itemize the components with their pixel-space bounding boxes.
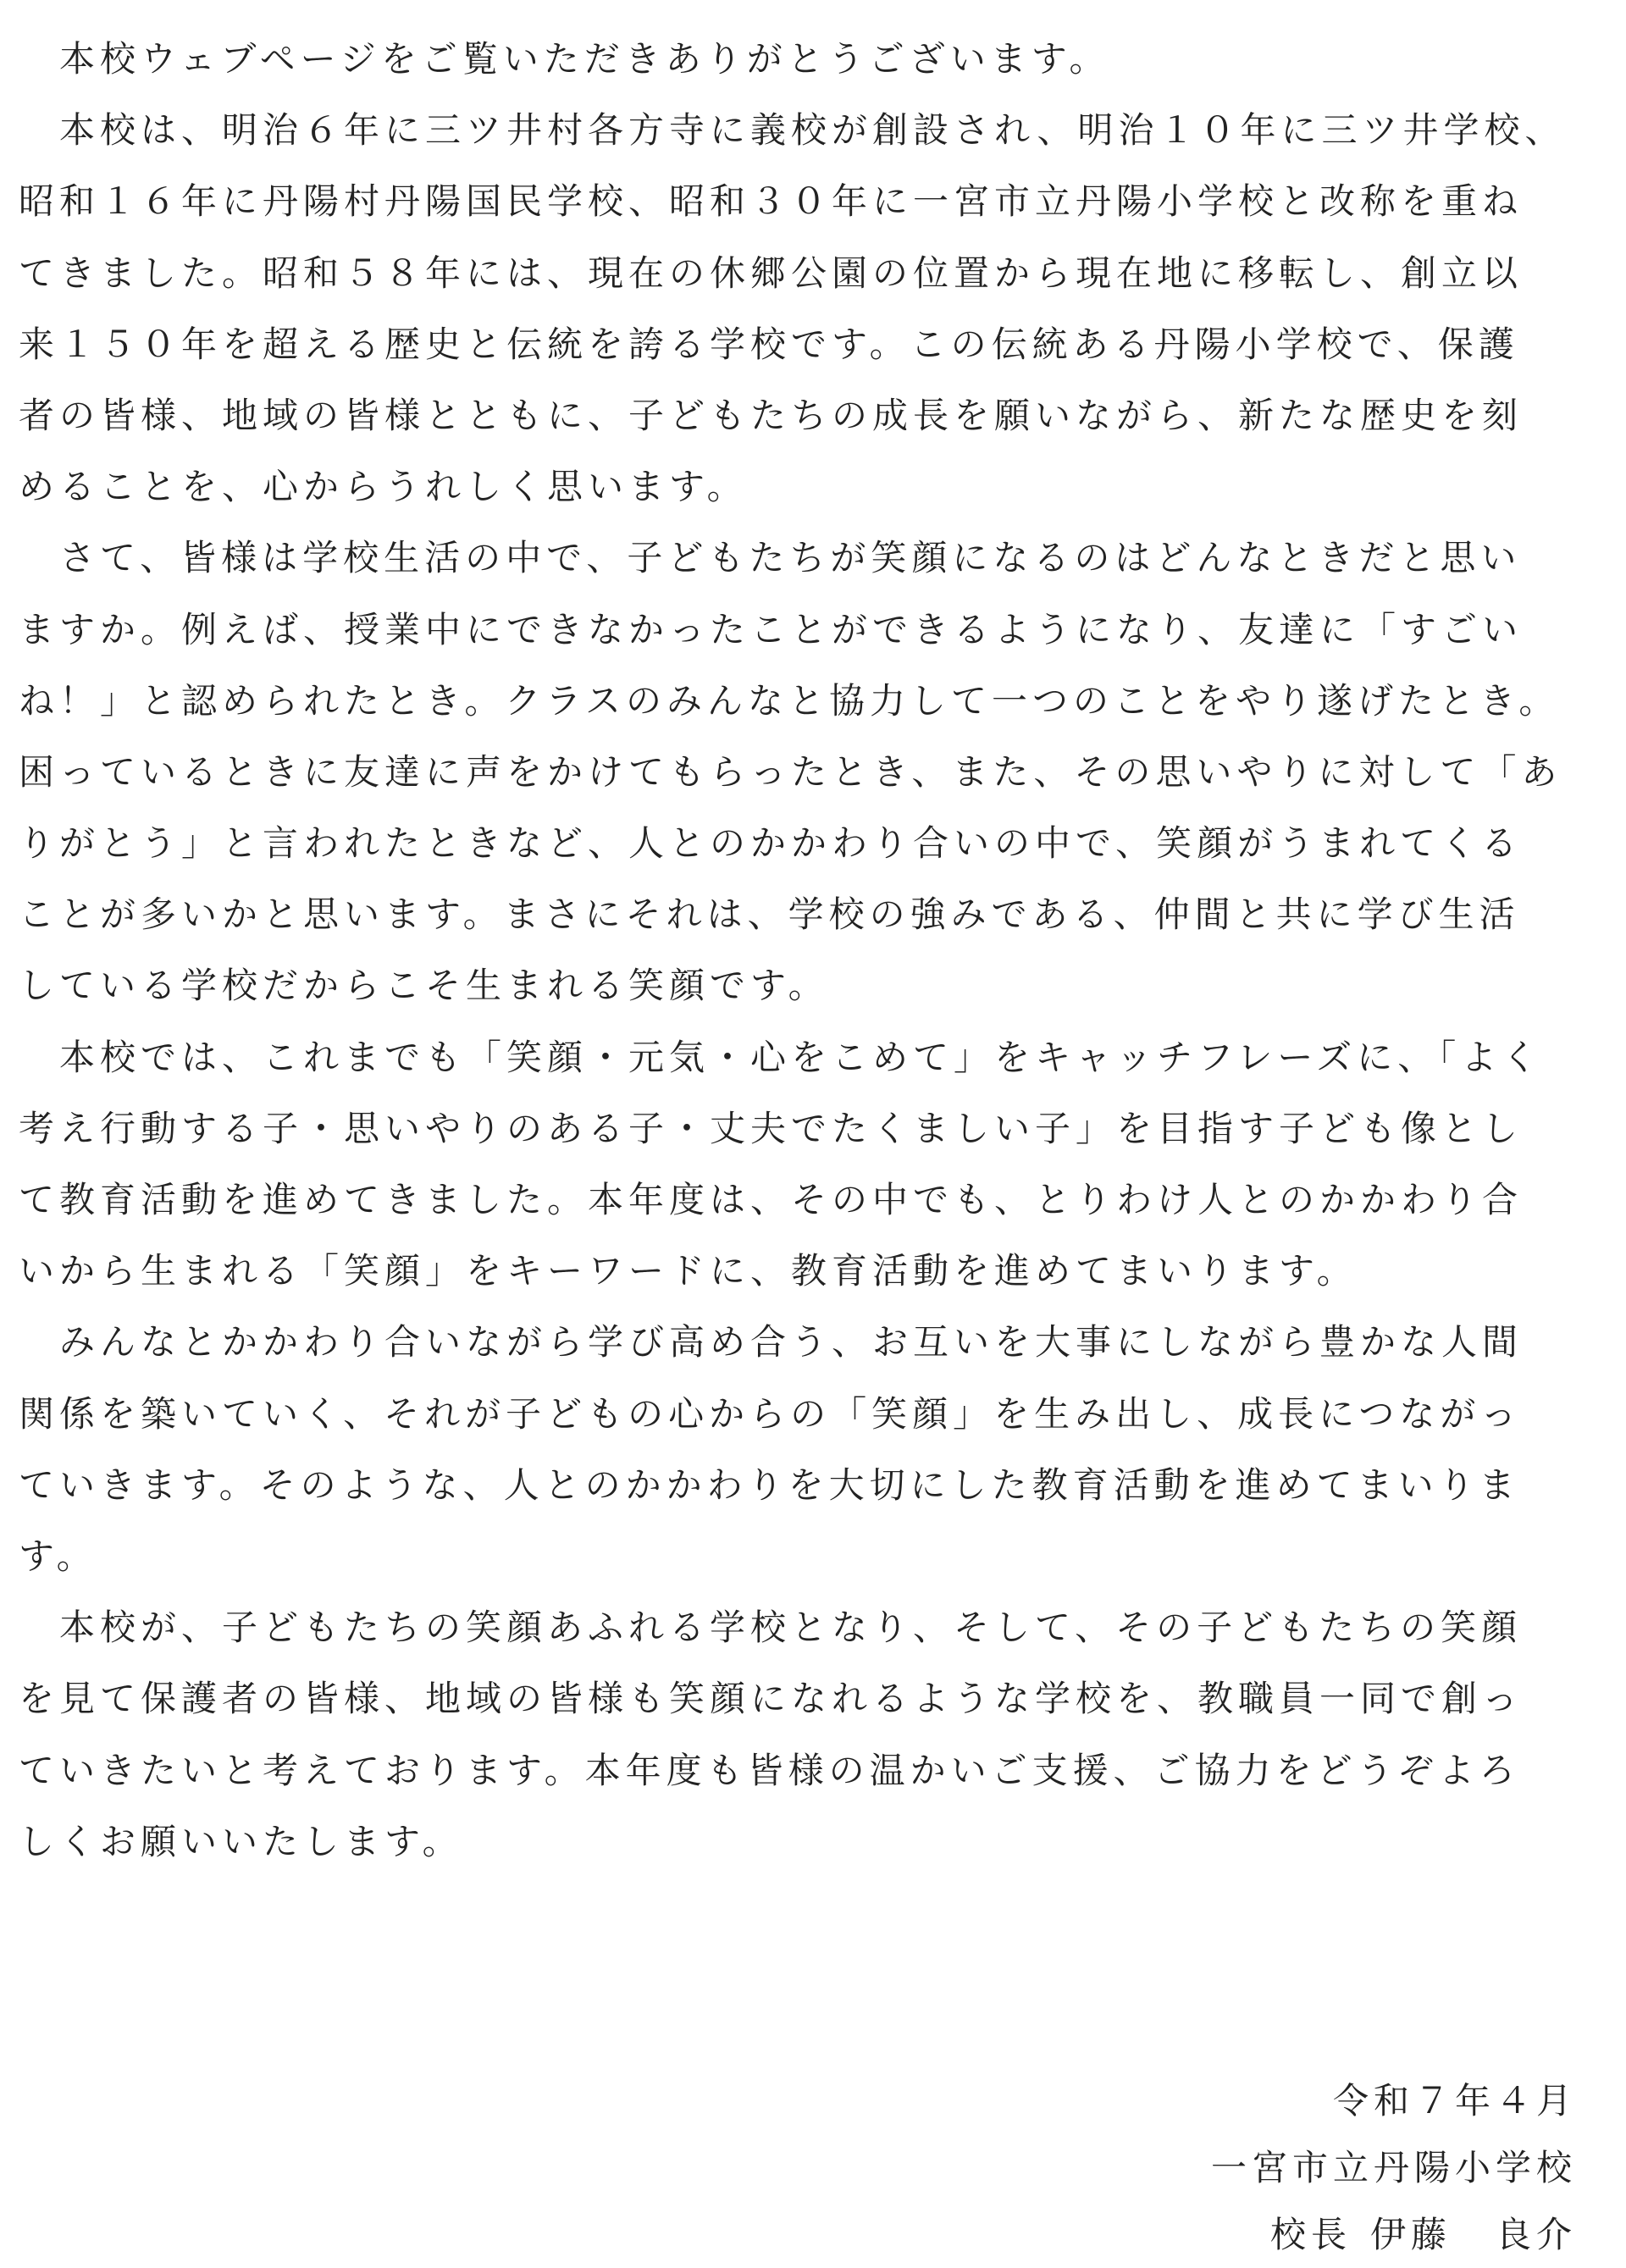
letter-line: ますか。例えば、授業中にできなかったことができるようになり、友達に「すごい: [19, 608, 1524, 650]
letter-line: て教育活動を進めてきました。本年度は、その中でも、とりわけ人とのかかわり合: [19, 1179, 1524, 1220]
letter-line: 本校では、これまでも「笑顔・元気・心をこめて」をキャッチフレーズに、「よく: [19, 1036, 1543, 1078]
closing-date: 令和７年４月: [1332, 2080, 1577, 2121]
letter-line: ていきたいと考えております。本年度も皆様の温かいご支援、ご協力をどうぞよろ: [19, 1749, 1520, 1791]
letter-line: を見て保護者の皆様、地域の皆様も笑顔になれるような学校を、教職員一同で創っ: [19, 1678, 1524, 1720]
letter-line: 関係を築いていく、それが子どもの心からの「笑顔」を生み出し、成長につながっ: [19, 1392, 1522, 1435]
letter-line: ね！」と認められたとき。クラスのみんなと協力して一つのことをやり遂げたとき。: [19, 679, 1560, 722]
letter-line: す。: [19, 1535, 97, 1577]
letter-line: 者の皆様、地域の皆様とともに、子どもたちの成長を願いながら、新たな歴史を刻: [19, 394, 1524, 436]
letter-line: ていきます。そのような、人とのかかわりを大切にした教育活動を進めてまいりま: [19, 1463, 1520, 1506]
letter-line: てきました。昭和５８年には、現在の休郷公園の位置から現在地に移転し、創立以: [19, 252, 1524, 294]
letter-line: 本校ウェブページをご覧いただきありがとうございます。: [19, 38, 1110, 80]
letter-line: 昭和１６年に丹陽村丹陽国民学校、昭和３０年に一宮市立丹陽小学校と改称を重ね: [19, 180, 1524, 223]
letter-closing: [1211, 2067, 1577, 2268]
letter-line: 来１５０年を超える歴史と伝統を誇る学校です。この伝統ある丹陽小学校で、保護: [19, 323, 1519, 365]
letter-line: ことが多いかと思います。まさにそれは、学校の強みである、仲間と共に学び生活: [19, 893, 1520, 936]
letter-line: 考え行動する子・思いやりのある子・丈夫でたくましい子」を目指す子ども像とし: [19, 1107, 1524, 1149]
letter-line: 本校は、明治６年に三ツ井村各方寺に義校が創設され、明治１０年に三ツ井学校、: [19, 109, 1566, 152]
letter-line: みんなとかかわり合いながら学び高め合う、お互いを大事にしながら豊かな人間: [19, 1321, 1524, 1364]
letter-line: さて、皆様は学校生活の中で、子どもたちが笑顔になるのはどんなときだと思い: [19, 537, 1522, 579]
letter-line: している学校だからこそ生まれる笑顔です。: [19, 965, 829, 1007]
principal-surname: 伊藤: [1369, 2214, 1452, 2255]
closing-school-name: 一宮市立丹陽小学校: [1210, 2147, 1577, 2188]
principal-title: 校長: [1269, 2214, 1352, 2255]
letter-body: [19, 24, 1602, 1878]
letter-line: りがとう」と言われたときなど、人とのかかわり合いの中で、笑顔がうまれてくる: [19, 822, 1523, 865]
letter-line: 本校が、子どもたちの笑顔あふれる学校となり、そして、その子どもたちの笑顔: [19, 1607, 1523, 1649]
letter-line: 困っているときに友達に声をかけてもらったとき、また、その思いやりに対して「あ: [19, 750, 1562, 793]
letter-line: いから生まれる「笑顔」をキーワードに、教育活動を進めてまいります。: [19, 1250, 1358, 1292]
letter-line: めることを、心からうれしく思います。: [19, 466, 748, 508]
principal-given-name: 良介: [1495, 2214, 1577, 2255]
closing-signature: [1211, 2201, 1577, 2268]
letter-line: しくお願いいたします。: [19, 1820, 463, 1862]
